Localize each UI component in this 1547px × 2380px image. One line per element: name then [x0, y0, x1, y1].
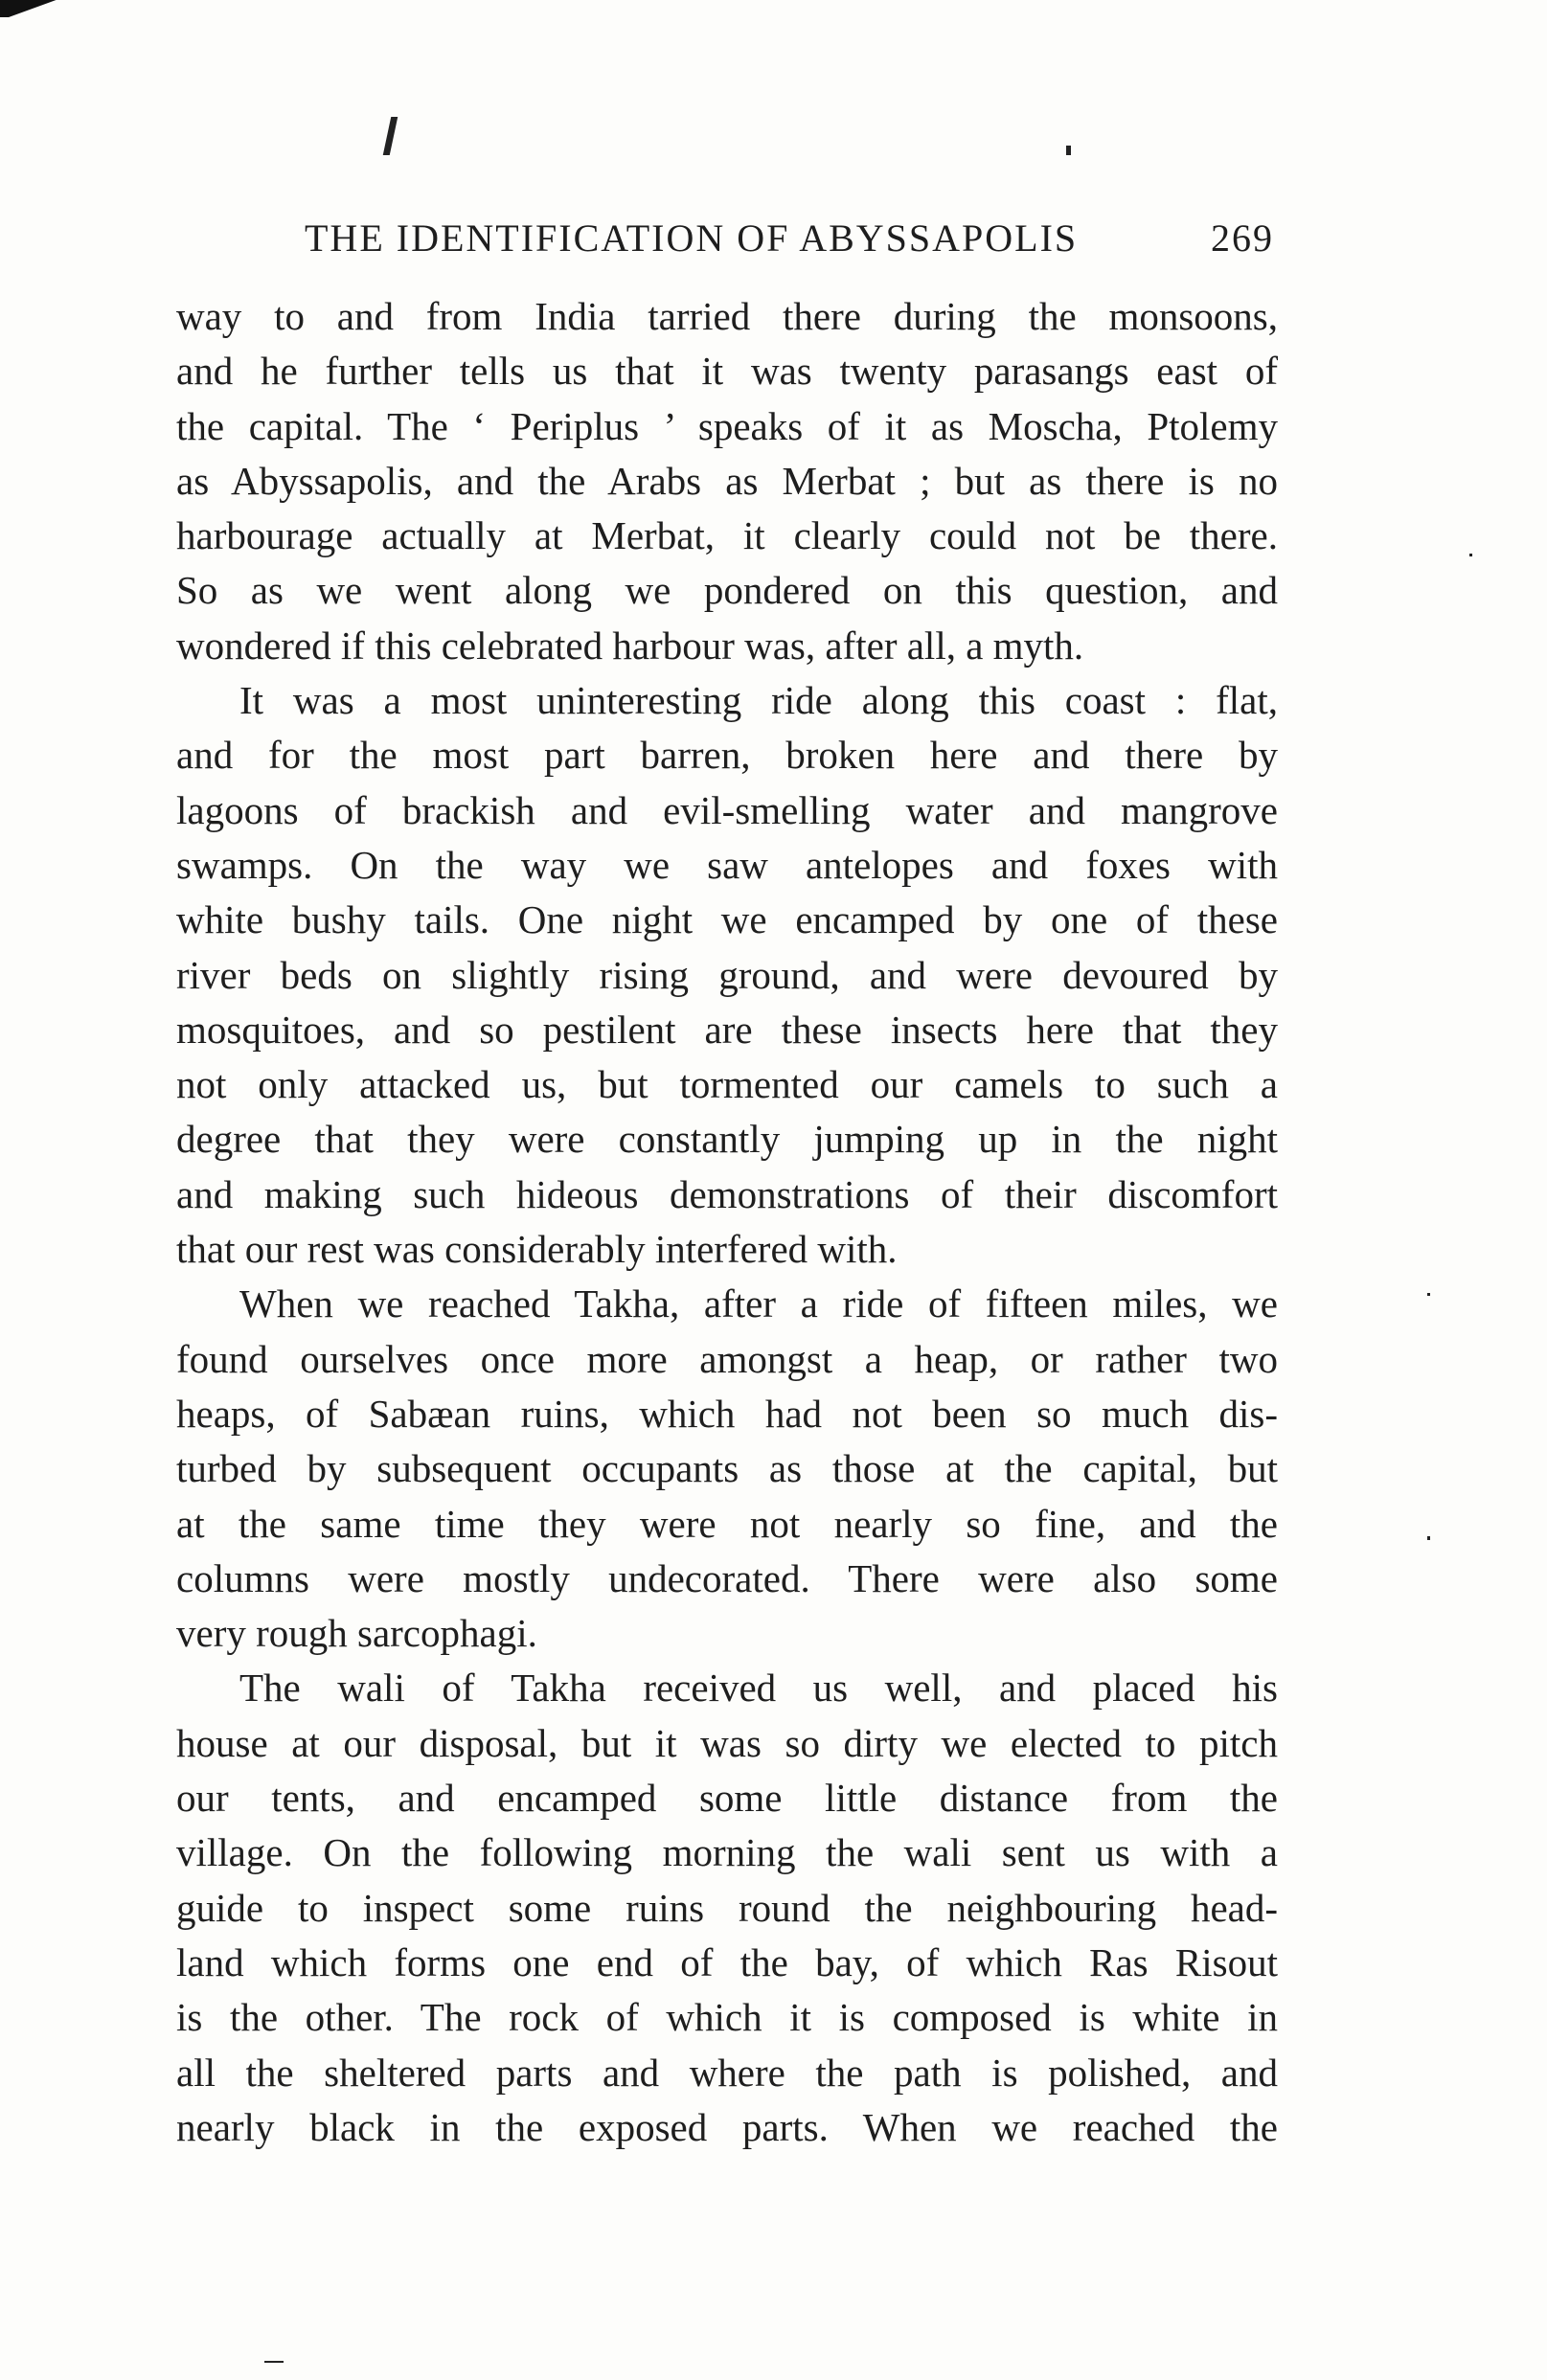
text-line: guide to inspect some ruins round the neighbouring head- — [176, 1885, 1278, 1930]
text-line: nearly black in the exposed parts. When we reached the — [176, 2104, 1278, 2149]
text-line: river beds on slightly rising ground, and were devoured by — [176, 952, 1278, 997]
text-line: and he further tells us that it was twenty parasangs east of — [176, 349, 1278, 394]
text-line: mosquitoes, and so pestilent are these insects here that they — [176, 1007, 1278, 1052]
text-line: all the sheltered parts and where the path is polished, and — [176, 2050, 1278, 2095]
text-line: at the same time they were not nearly so fine, and the — [176, 1501, 1278, 1546]
running-title: THE IDENTIFICATION OF ABYSSAPOLIS — [305, 216, 1079, 260]
text-line: lagoons of brackish and evil-smelling water and mangrove — [176, 787, 1278, 832]
text-line: found ourselves once more amongst a heap, or rather two — [176, 1336, 1278, 1381]
text-line: as Abyssapolis, and the Arabs as Merbat ; but as there is no — [176, 458, 1278, 503]
text-line: The wali of Takha received us well, and placed his — [239, 1666, 1278, 1711]
text-line: wondered if this celebrated harbour was, after all, a myth. — [176, 623, 1084, 668]
text-line: our tents, and encamped some little distance from the — [176, 1776, 1278, 1821]
text-line: is the other. The rock of which it is composed is white in — [176, 1995, 1278, 2040]
scan-corner-mark — [0, 0, 91, 17]
stray-mark — [1469, 554, 1472, 556]
text-line: and for the most part barren, broken here and there by — [176, 733, 1278, 778]
text-line: land which forms one end of the bay, of which Ras Risout — [176, 1939, 1278, 1984]
text-line: very rough sarcophagi. — [176, 1611, 537, 1656]
text-line: white bushy tails. One night we encamped by one of these — [176, 897, 1278, 942]
stray-mark — [383, 117, 398, 155]
text-line: way to and from India tarried there during the monsoons, — [176, 294, 1278, 338]
text-line: village. On the following morning the wali sent us with a — [176, 1830, 1278, 1875]
text-line: not only attacked us, but tormented our camels to such a — [176, 1062, 1278, 1107]
stray-mark — [1427, 1536, 1430, 1540]
text-line: It was a most uninteresting ride along this coast : flat, — [239, 678, 1278, 723]
text-line: degree that they were constantly jumping up in the night — [176, 1117, 1278, 1162]
stray-mark — [1066, 146, 1071, 155]
body-text — [176, 289, 1278, 2155]
page-number: 269 — [1211, 216, 1274, 260]
text-line: harbourage actually at Merbat, it clearly could not be there. — [176, 513, 1278, 558]
text-line: turbed by subsequent occupants as those at the capital, but — [176, 1446, 1278, 1491]
text-line: that our rest was considerably interfered with. — [176, 1227, 898, 1272]
text-line: house at our disposal, but it was so dirty we elected to pitch — [176, 1720, 1278, 1765]
stray-mark — [264, 2361, 284, 2363]
text-line: columns were mostly undecorated. There were also some — [176, 1555, 1278, 1600]
running-header — [305, 215, 1274, 263]
text-line: heaps, of Sabæan ruins, which had not been so much dis- — [176, 1391, 1278, 1436]
text-line: the capital. The ‘ Periplus ’ speaks of it as Moscha, Ptolemy — [176, 403, 1278, 448]
text-line: When we reached Takha, after a ride of fifteen miles, we — [239, 1281, 1278, 1326]
stray-mark — [1427, 1293, 1430, 1296]
text-line: swamps. On the way we saw antelopes and foxes with — [176, 842, 1278, 887]
text-line: and making such hideous demonstrations of their discomfort — [176, 1171, 1278, 1216]
text-line: So as we went along we pondered on this question, and — [176, 568, 1278, 613]
